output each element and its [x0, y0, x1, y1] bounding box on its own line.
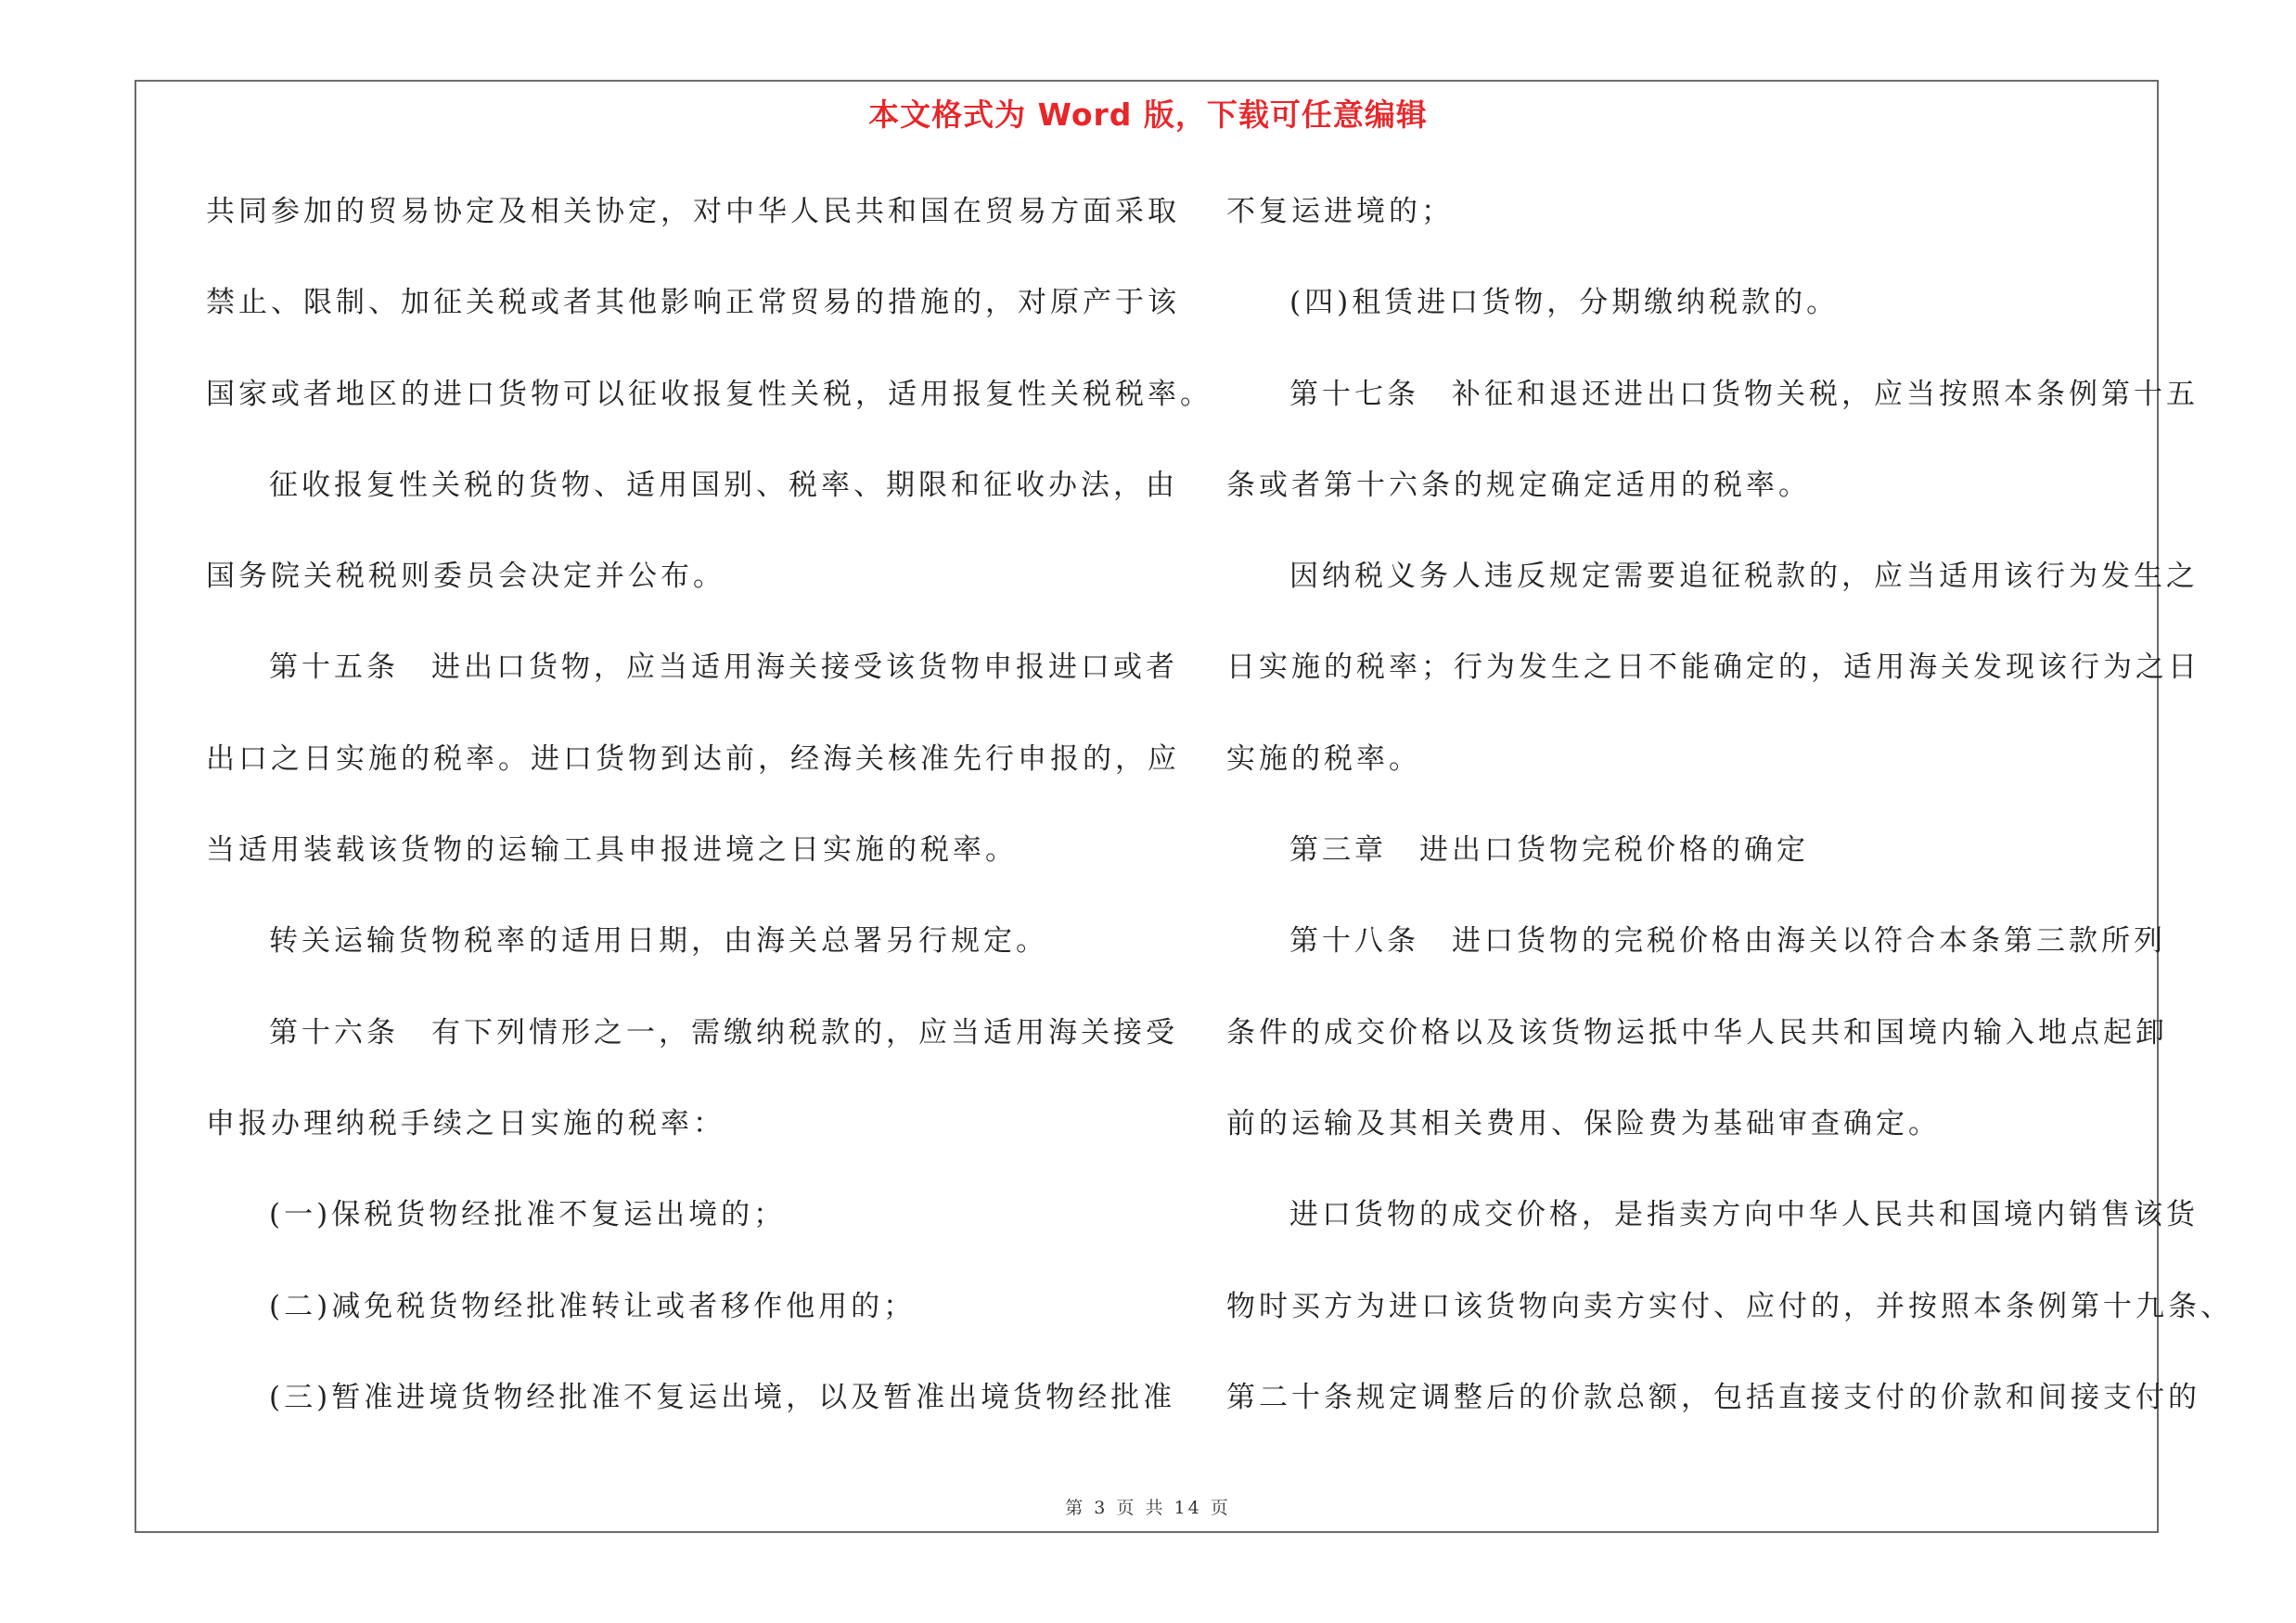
left-column-text-line: 征收报复性关税的货物、适用国别、税率、期限和征收办法，由 [269, 468, 1178, 502]
right-column-text-line: 物时买方为进口该货物向卖方实付、应付的，并按照本条例第十九条、 [1226, 1289, 2233, 1323]
right-column-text-line: 日实施的税率；行为发生之日不能确定的，适用海关发现该行为之日 [1226, 650, 2200, 685]
right-column-text-line: 实施的税率。 [1226, 741, 1421, 776]
right-column-text-line: 进口货物的成交价格，是指卖方向中华人民共和国境内销售该货 [1289, 1198, 2199, 1232]
left-column-text-line: 共同参加的贸易协定及相关协定，对中华人民共和国在贸易方面采取 [206, 195, 1180, 228]
right-column-text-line: 第十七条 补征和退还进出口货物关税，应当按照本条例第十五 [1289, 377, 2199, 411]
right-column-text-line: 条件的成交价格以及该货物运抵中华人民共和国境内输入地点起卸 [1226, 1015, 2168, 1050]
left-column-text-line: 禁止、限制、加征关税或者其他影响正常贸易的措施的，对原产于该 [206, 286, 1180, 320]
left-column-text-line: (二)减免税货物经批准转让或者移作他用的； [269, 1289, 917, 1323]
right-column-text-line: 第二十条规定调整后的价款总额，包括直接支付的价款和间接支付的 [1226, 1380, 2200, 1414]
left-column-text-line: 第十五条 进出口货物，应当适用海关接受该货物申报进口或者 [269, 650, 1178, 685]
right-column-text-line: 第十八条 进口货物的完税价格由海关以符合本条第三款所列 [1289, 924, 2166, 959]
left-column-text-line: 国务院关税税则委员会决定并公布。 [206, 560, 725, 594]
left-column-text-line: 转关运输货物税率的适用日期，由海关总署另行规定。 [269, 924, 1048, 959]
right-column-text-line: (四)租赁进口货物，分期缴纳税款的。 [1289, 286, 1840, 320]
right-column-text-line: 条或者第十六条的规定确定适用的税率。 [1226, 468, 1811, 502]
right-column [1226, 184, 2233, 1461]
right-column-text-line: 因纳税义务人违反规定需要追征税款的，应当适用该行为发生之 [1289, 560, 2199, 594]
format-banner: 本文格式为 Word 版，下载可任意编辑 [868, 97, 1428, 133]
right-column-text-line: 前的运输及其相关费用、保险费为基础审查确定。 [1226, 1106, 1941, 1140]
left-column-text-line: 申报办理纳税手续之日实施的税率： [206, 1106, 725, 1140]
left-column-text-line: 出口之日实施的税率。进口货物到达前，经海关核准先行申报的，应 [206, 741, 1180, 776]
left-column [206, 184, 1212, 1461]
left-column-text-line: 国家或者地区的进口货物可以征收报复性关税，适用报复性关税税率。 [206, 377, 1212, 411]
page-number-footer: 第 3 页 共 14 页 [1065, 1498, 1231, 1518]
right-column-text-line: 第三章 进出口货物完税价格的确定 [1289, 833, 1809, 868]
right-column-text-line: 不复运进境的； [1226, 195, 1454, 228]
left-column-text-line: 第十六条 有下列情形之一，需缴纳税款的，应当适用海关接受 [269, 1015, 1178, 1050]
left-column-text-line: (三)暂准进境货物经批准不复运出境，以及暂准出境货物经批准 [269, 1380, 1176, 1414]
left-column-text-line: 当适用装载该货物的运输工具申报进境之日实施的税率。 [206, 833, 1018, 868]
left-column-text-line: (一)保税货物经批准不复运出境的； [269, 1198, 787, 1232]
